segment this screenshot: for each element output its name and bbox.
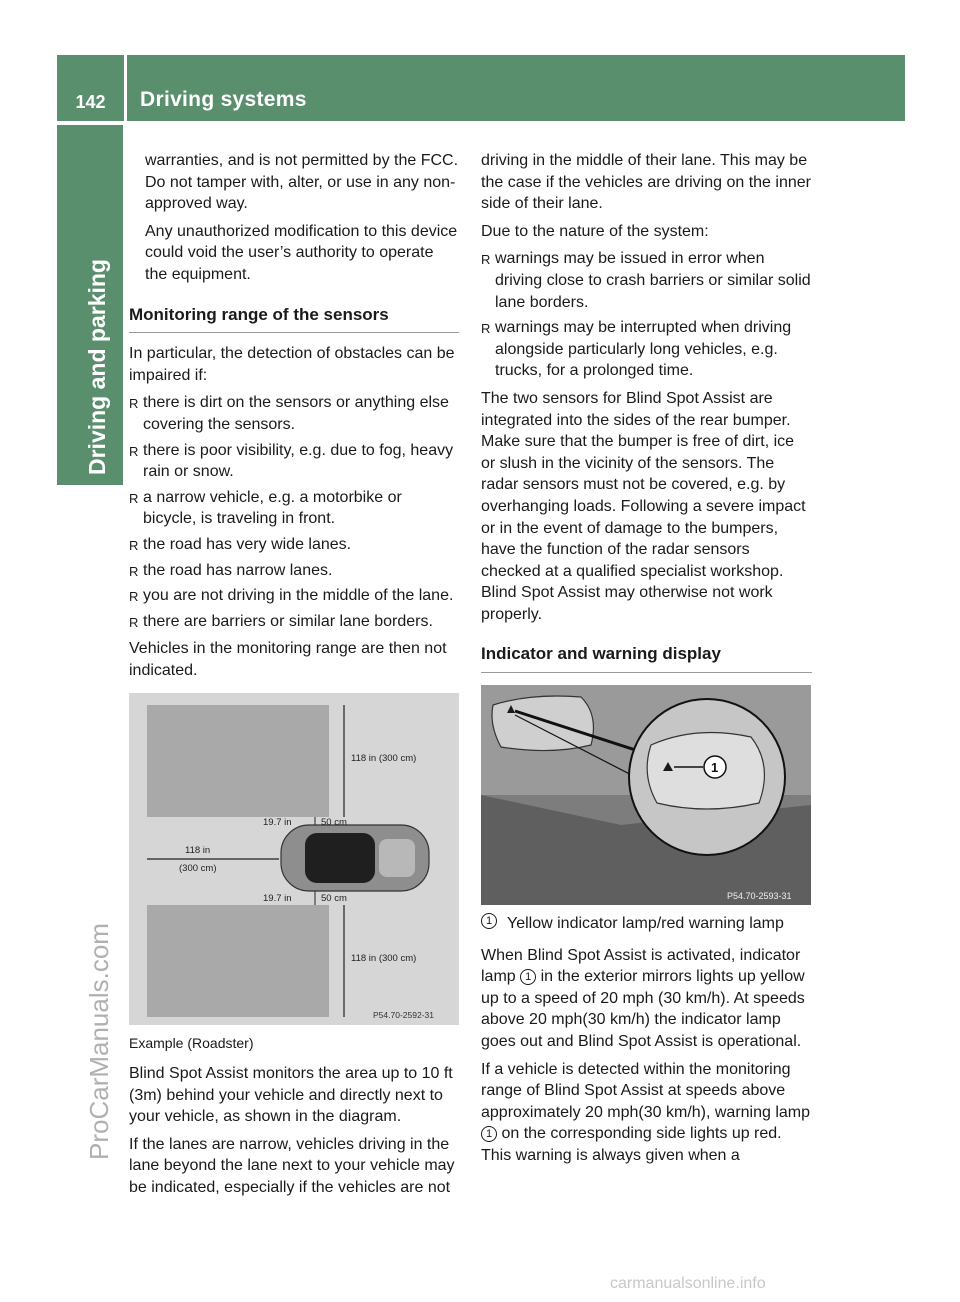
lead-text: In particular, the detection of obstacles can be impaired if: <box>129 345 455 384</box>
list-item: R there is poor visibility, e.g. due to fog, heavy rain or snow. <box>129 440 459 483</box>
paragraph-detected <box>481 1059 812 1167</box>
footer-site: carmanualsonline.info <box>610 1275 766 1292</box>
car-icon <box>281 825 429 891</box>
list-item: R you are not driving in the middle of the lane. <box>129 585 459 607</box>
inline-callout-2: 1 <box>481 1126 497 1142</box>
paragraph-monitors: Blind Spot Assist monitors the area up to 10 ft (3m) behind your vehicle and directly next to your vehicle, as shown in the diagram. <box>129 1065 453 1126</box>
list-item: R the road has narrow lanes. <box>129 560 459 582</box>
list-item: R there are barriers or similar lane borders. <box>129 611 459 633</box>
list-item: R the road has very wide lanes. <box>129 534 459 556</box>
list-item: R warnings may be interrupted when driving alongside particularly long vehicles, e.g. trucks, for a prolonged time. <box>481 317 812 382</box>
paragraph-activated-start: When Blind Spot Assist is activated, indicator lamp <box>481 946 801 986</box>
legend-number: 1 <box>481 913 497 929</box>
section-heading-monitoring: Monitoring range of the sensors <box>129 304 459 334</box>
right-column <box>481 150 812 1173</box>
list-item: R a narrow vehicle, e.g. a motorbike or bicycle, is traveling in front. <box>129 487 459 530</box>
label-rear-cm: (300 cm) <box>179 863 217 875</box>
label-bottom: 118 in (300 cm) <box>351 953 417 965</box>
paragraph-activated-end: in the exterior mirrors lights up yellow up to a speed of 20 mph (30 km/h). At speeds above 20 mph(30 km/h) the indicator lamp goes out and Blind Spot Assist is operational. <box>481 968 805 1051</box>
inline-callout-1: 1 <box>520 969 536 985</box>
label-gap-bottom-cm: 50 cm <box>321 893 347 905</box>
figure-caption: Example (Roadster) <box>129 1035 254 1052</box>
figure-code: P54.70-2592-31 <box>373 1010 434 1021</box>
chapter-label: Driving and parking <box>84 259 110 475</box>
bullet-list <box>481 248 812 382</box>
left-column <box>129 150 459 1205</box>
bullet-list <box>129 392 459 632</box>
page-number: 142 <box>75 92 106 112</box>
label-gap-bottom: 19.7 in <box>263 893 292 905</box>
paragraph-activated <box>481 945 812 1053</box>
paragraph-detected-start: If a vehicle is detected within the monitoring range of Blind Spot Assist at speeds above approximately 20 mph(30 km/h), warning lamp <box>481 1060 811 1121</box>
paragraph-detected-end: on the corresponding side lights up red. This warning is always given when a <box>481 1125 782 1164</box>
sensors-paragraph: The two sensors for Blind Spot Assist are integrated into the sides of the rear bumper. Make sure that the bumper is free of dirt, ice or slush in the vicinity of the sensors. The radar sensors must not be covered, e.g. by overhanging loads. Following a severe impact or in the event of damage to the bumpers, have the function of the radar sensors checked at a qualified specialist workshop. Blind Spot Assist may otherwise not work properly. <box>481 389 806 623</box>
paragraph-narrow-lanes: If the lanes are narrow, vehicles driving in the lane beyond the lane next to your vehicle may be indicated, especially if the vehicles are not <box>129 1135 455 1197</box>
zone-top <box>147 705 329 817</box>
intro-paragraph-1: warranties, and is not permitted by the FCC. Do not tamper with, alter, or use in any non-approved way. <box>145 152 459 213</box>
monitoring-range-diagram <box>129 693 459 1025</box>
intro-paragraph-2: Any unauthorized modification to this device could void the user’s authority to operate the equipment. <box>145 222 458 283</box>
figure-legend <box>481 913 812 935</box>
legend-text: Yellow indicator lamp/red warning lamp <box>507 915 784 933</box>
callout-number: 1 <box>711 760 719 776</box>
side-mirror <box>492 696 593 751</box>
figure-code: P54.70-2593-31 <box>727 891 792 902</box>
header-divider <box>124 55 127 121</box>
section-title: Driving systems <box>140 88 307 111</box>
zone-bottom <box>147 905 329 1017</box>
label-rear-in: 118 in <box>185 845 211 857</box>
list-item: R there is dirt on the sensors or anything else covering the sensors. <box>129 392 459 435</box>
label-gap-top: 19.7 in <box>263 817 292 829</box>
after-bullets-text: Vehicles in the monitoring range are then not indicated. <box>129 640 447 679</box>
lead-text: Due to the nature of the system: <box>481 222 709 240</box>
mirror-svg <box>481 685 811 905</box>
mirror-indicator-photo <box>481 685 811 905</box>
label-gap-top-cm: 50 cm <box>321 817 347 829</box>
diagram-svg <box>129 693 459 1025</box>
label-top: 118 in (300 cm) <box>351 753 417 765</box>
list-item: R warnings may be issued in error when driving close to crash barriers or similar solid lane borders. <box>481 248 812 313</box>
continued-paragraph: driving in the middle of their lane. This may be the case if the vehicles are driving on the inner side of their lane. <box>481 152 811 213</box>
watermark-site: ProCarManuals.com <box>84 923 114 1160</box>
section-heading-indicator: Indicator and warning display <box>481 643 812 673</box>
